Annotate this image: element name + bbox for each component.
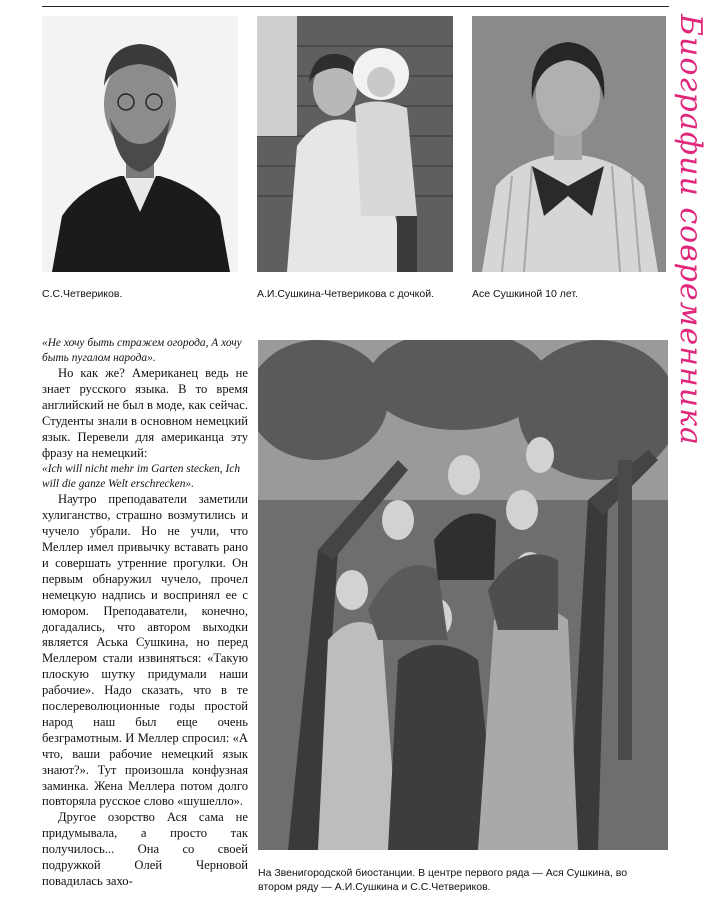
article-column <box>42 336 248 890</box>
paragraph-1: Но как же? Американец ведь не знает русского языка. В то время английский не был в моде, как сейчас. Студенты знали в основном немецкий язык. Перевели для американца эту фразу на немецкий: <box>42 366 248 460</box>
verse-german: «Ich will nicht mehr im Garten stecken, Ich will die ganze Welt erschrecken». <box>42 462 241 491</box>
verse-russian: «Не хочу быть стражем огорода, А хочу быть пугалом народа». <box>42 337 242 365</box>
chetverikov-caption: С.С.Четвериков. <box>42 288 123 300</box>
sushkina-with-daughter-caption: А.И.Сушкина-Четверикова с дочкой. <box>257 288 435 300</box>
sushkina-with-daughter-photo <box>257 16 453 272</box>
chetverikov-portrait-photo <box>42 16 238 272</box>
section-title-vertical: Биографии современника <box>673 14 708 446</box>
asya-portrait-photo <box>472 16 666 272</box>
group-photo-biostation <box>258 340 668 850</box>
top-rule <box>42 6 669 7</box>
asya-caption: Асе Сушкиной 10 лет. <box>472 288 578 300</box>
paragraph-2: Наутро преподаватели заметили хулиганство, страшно возмутились и чучело убрали. Но не учли, что Меллер имел привычку вставать рано и совершать утренние прогулки. Он первым обнаружил чучело, прочел немецкую надпись и воспринял ее с юмором. Преподаватели, конечно, догадались, что автором выходки является Аська Сушкина, но перед Меллером стали извиняться: «Такую плоскую шутку придумали наши рабочие». Надо сказать, что в те послереволюционные годы простой народ наш был еще очень безграмотным. И Меллер спросил: «А что, ваши рабочие немецкий язык знают?». Тут произошла конфузная заминка. Жена Меллера потом долго повторяла русское слово «шушелло». <box>42 492 248 809</box>
paragraph-3: Другое озорство Ася сама не придумывала, а просто так получилось... Она со своей подружкой Олей Черновой повадилась захо- <box>42 810 248 888</box>
group-photo-caption: На Звенигородской биостанции. В центре первого ряда — Ася Сушкина, во втором ряду — А.И.Сушкина и С.С.Четвериков. <box>258 867 628 893</box>
